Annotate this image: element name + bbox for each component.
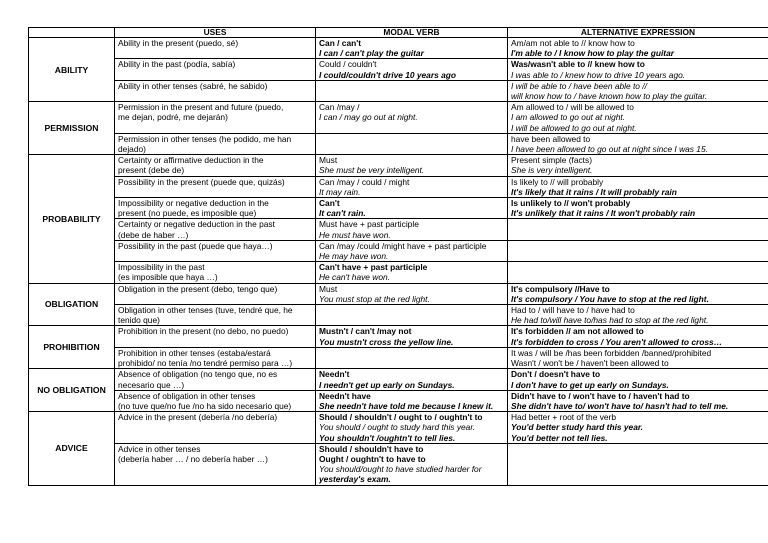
uses-cell <box>115 240 316 261</box>
modal-verb-cell <box>316 262 508 283</box>
alternative-expression-cell-line: Wasn't / won't be / haven't been allowed to <box>511 358 669 369</box>
alternative-expression-cell-line: He had to/will have to/has had to stop at the red light. <box>511 315 709 326</box>
alternative-expression-cell-line: Present simple (facts) <box>511 155 592 166</box>
uses-cell <box>115 326 316 347</box>
modal-verb-cell-line: She needn't have told me because I knew it. <box>319 400 494 411</box>
modal-verb-cell-line: You must stop at the red light. <box>319 293 430 304</box>
table-row <box>29 240 768 261</box>
table-row <box>29 412 768 444</box>
modal-verb-cell-line: Must <box>319 155 338 166</box>
modal-verb-cell-line: You shouldn't /oughtn't to tell lies. <box>319 432 456 443</box>
alternative-expression-cell <box>508 347 768 368</box>
alternative-expression-cell-line: Was/wasn't able to // knew how to <box>511 59 645 70</box>
modal-verb-cell-line: Can / can't <box>319 38 362 48</box>
uses-cell <box>115 102 316 134</box>
uses-cell-line: Obligation in other tenses (tuve, tendré que, he <box>118 305 293 316</box>
category-obligation: OBLIGATION <box>29 283 115 326</box>
table-row <box>29 390 768 411</box>
modal-verb-cell <box>316 305 508 326</box>
uses-cell-line: Possibility in the present (puede que, quizás) <box>118 176 285 187</box>
alternative-expression-cell-line: It's forbidden to cross / You aren't allowed to cross… <box>511 336 723 347</box>
alternative-expression-cell <box>508 283 768 304</box>
alternative-expression-cell <box>508 176 768 197</box>
table-row <box>29 369 768 390</box>
table-row <box>29 347 768 368</box>
uses-cell-line: prohibido/ no tenía /no tendré permiso para …) <box>118 358 293 369</box>
modal-verb-cell-line: I needn't get up early on Sundays. <box>319 379 455 390</box>
uses-cell-line: present (no puede, es imposible que) <box>118 208 257 219</box>
modal-verb-cell-line: Can /may /could /might have + past participle <box>319 240 487 251</box>
header-alternative-expression: ALTERNATIVE EXPRESSION <box>508 28 768 38</box>
alternative-expression-cell-line: will know how to / have known how to play the guitar. <box>511 91 708 102</box>
modal-verb-cell-line: Should / shouldn't have to <box>319 443 424 454</box>
alternative-expression-cell <box>508 305 768 326</box>
category-no-obligation: NO OBLIGATION <box>29 369 115 412</box>
alternative-expression-cell-line: It's forbidden // am not allowed to <box>511 326 644 337</box>
modal-verb-cell-line: Should / shouldn't / ought to / oughtn't to <box>319 412 483 423</box>
alternative-expression-cell-line: You'd better study hard this year. <box>511 422 643 433</box>
table-row <box>29 176 768 197</box>
modal-verb-cell-line: I could/couldn't drive 10 years ago <box>319 69 456 80</box>
alternative-expression-cell-line: I will be able to / have been able to // <box>511 80 647 91</box>
table-row <box>29 59 768 80</box>
modal-verb-cell-line: He may have won. <box>319 251 389 262</box>
table-row <box>29 155 768 176</box>
modal-verb-cell-line: Must have + past participle <box>319 219 419 230</box>
modal-verb-cell <box>316 347 508 368</box>
alternative-expression-cell-line: Had better + root of the verb <box>511 412 616 423</box>
alternative-expression-cell-line: Don't / doesn't have to <box>511 369 601 380</box>
category-probability: PROBABILITY <box>29 155 115 283</box>
modal-verb-cell-line: Ought / oughtn't to have to <box>319 453 426 464</box>
uses-cell-line: Impossibility in the past <box>118 262 205 273</box>
modal-verb-cell <box>316 38 508 59</box>
alternative-expression-cell <box>508 59 768 80</box>
modal-verb-cell-line: It may rain. <box>319 186 361 197</box>
alternative-expression-cell <box>508 262 768 283</box>
uses-cell-line: (debe de haber …) <box>118 229 189 240</box>
header-modal-verb: MODAL VERB <box>316 28 508 38</box>
uses-cell <box>115 133 316 154</box>
modal-verb-cell-line: Can /may / <box>319 102 360 113</box>
uses-cell-line: Certainty or affirmative deduction in the <box>118 155 264 166</box>
uses-cell-line: Advice in the present (debería /no debería) <box>118 412 278 423</box>
modal-verb-cell-line: Mustn't / can't /may not <box>319 326 412 337</box>
modal-verb-cell-line: Needn't have <box>319 390 371 401</box>
alternative-expression-cell-line: have been allowed to <box>511 133 591 144</box>
alternative-expression-cell-line: It's unlikely that it rains / It won't probably rain <box>511 208 696 219</box>
alternative-expression-cell-line: Is likely to // will probably <box>511 176 604 187</box>
alternative-expression-cell <box>508 198 768 219</box>
modal-verb-cell <box>316 80 508 101</box>
uses-cell-line: (debería haber … / no debería haber …) <box>118 453 268 464</box>
uses-cell-line: Possibility in the past (puede que haya…) <box>118 240 273 251</box>
uses-cell <box>115 262 316 283</box>
modal-verb-cell <box>316 326 508 347</box>
alternative-expression-cell-line: Didn't have to / won't have to / haven't had to <box>511 390 690 401</box>
alternative-expression-cell-line: I am allowed to go out at night. <box>511 112 626 123</box>
uses-cell <box>115 369 316 390</box>
uses-cell <box>115 59 316 80</box>
uses-cell-line: Prohibition in the present (no debo, no puedo) <box>118 326 289 337</box>
uses-cell-line: Impossibility or negative deduction in the <box>118 198 269 209</box>
alternative-expression-cell-line: I have been allowed to go out at night since I was 15. <box>511 144 708 155</box>
alternative-expression-cell-line: Am/am not able to // know how to <box>511 38 635 48</box>
table-row <box>29 198 768 219</box>
uses-cell <box>115 80 316 101</box>
modal-verb-cell-line: Needn't <box>319 369 350 380</box>
modal-verb-cell <box>316 198 508 219</box>
alternative-expression-cell-line: I don't have to get up early on Sundays. <box>511 379 669 390</box>
modal-verb-cell-line: He can't have won. <box>319 272 390 283</box>
alternative-expression-cell <box>508 38 768 59</box>
modal-verb-cell <box>316 412 508 444</box>
modal-verb-cell <box>316 133 508 154</box>
uses-cell-line: Advice in other tenses <box>118 443 201 454</box>
modal-verb-cell-line: You should/ought to have studied harder for <box>319 464 482 475</box>
alternative-expression-cell-line: Is unlikely to // won't probably <box>511 198 631 209</box>
uses-cell-line: me dejan, podré, me dejarán) <box>118 112 228 123</box>
modal-verb-cell-line: It can't rain. <box>319 208 366 219</box>
uses-cell-line: present (debe de) <box>118 165 185 176</box>
alternative-expression-cell <box>508 390 768 411</box>
header-row <box>29 28 768 38</box>
alternative-expression-cell-line: It's likely that it rains / It will probably rain <box>511 186 677 197</box>
alternative-expression-cell-line: It's compulsory / You have to stop at the red light. <box>511 293 709 304</box>
uses-cell-line: Certainty or negative deduction in the past <box>118 219 275 230</box>
alternative-expression-cell <box>508 155 768 176</box>
alternative-expression-cell-line: Am allowed to / will be allowed to <box>511 102 634 113</box>
table-row <box>29 326 768 347</box>
uses-cell-line: Ability in the past (podía, sabía) <box>118 59 236 70</box>
modal-verb-cell-line: She must be very intelligent. <box>319 165 425 176</box>
alternative-expression-cell <box>508 102 768 134</box>
table-row <box>29 283 768 304</box>
uses-cell <box>115 412 316 444</box>
category-ability: ABILITY <box>29 38 115 102</box>
modal-verb-cell-line: I can / may go out at night. <box>319 112 418 123</box>
modal-verbs-table <box>28 27 768 486</box>
category-advice: ADVICE <box>29 412 115 485</box>
alternative-expression-cell <box>508 326 768 347</box>
alternative-expression-cell <box>508 219 768 240</box>
category-permission: PERMISSION <box>29 102 115 155</box>
uses-cell-line: (es imposible que haya …) <box>118 272 218 283</box>
modal-verb-cell <box>316 283 508 304</box>
alternative-expression-cell <box>508 80 768 101</box>
modal-verb-cell-line: Can /may / could / might <box>319 176 410 187</box>
modal-verb-cell <box>316 155 508 176</box>
uses-cell-line: tenido que) <box>118 315 160 326</box>
table-row <box>29 262 768 283</box>
header-uses: USES <box>115 28 316 38</box>
alternative-expression-cell-line: It's compulsory //Have to <box>511 283 610 294</box>
uses-cell-line: Ability in the present (puedo, sé) <box>118 38 239 48</box>
alternative-expression-cell-line: It was / will be /has been forbidden /banned/prohibited <box>511 347 712 358</box>
modal-verb-cell-line: You should / ought to study hard this year. <box>319 422 476 433</box>
modal-verb-cell <box>316 176 508 197</box>
modal-verb-cell-line: Can't have + past participle <box>319 262 428 273</box>
uses-cell <box>115 219 316 240</box>
table-row <box>29 305 768 326</box>
uses-cell-line: (no tuve que/no fue /no ha sido necesario que) <box>118 400 292 411</box>
table-row <box>29 80 768 101</box>
modal-verb-cell <box>316 102 508 134</box>
uses-cell <box>115 347 316 368</box>
uses-cell-line: Permission in other tenses (he podido, me han <box>118 133 292 144</box>
uses-cell-line: Obligation in the present (debo, tengo que) <box>118 283 278 294</box>
uses-cell <box>115 305 316 326</box>
uses-cell <box>115 155 316 176</box>
modal-verb-cell-line: He must have won. <box>319 229 391 240</box>
modal-verb-cell-line: Can't <box>319 198 340 209</box>
alternative-expression-cell-line: I'm able to / I know how to play the guitar <box>511 48 674 59</box>
modal-verb-cell <box>316 219 508 240</box>
uses-cell <box>115 443 316 485</box>
uses-cell-line: Prohibition in other tenses (estaba/estará <box>118 347 271 358</box>
header-category <box>29 28 115 38</box>
alternative-expression-cell <box>508 240 768 261</box>
uses-cell-line: Absence of obligation (no tengo que, no es <box>118 369 278 380</box>
uses-cell-line: Permission in the present and future (puedo, <box>118 102 284 113</box>
modal-verb-cell-line: Must <box>319 283 338 294</box>
uses-cell-line: necesario que …) <box>118 379 185 390</box>
alternative-expression-cell <box>508 443 768 485</box>
uses-cell <box>115 198 316 219</box>
uses-cell <box>115 176 316 197</box>
modal-verb-cell-line: You mustn't cross the yellow line. <box>319 336 454 347</box>
uses-cell-line: dejado) <box>118 144 146 155</box>
category-prohibition: PROHIBITION <box>29 326 115 369</box>
alternative-expression-cell <box>508 412 768 444</box>
modal-verb-cell <box>316 390 508 411</box>
modal-verb-cell-line: I can / can't play the guitar <box>319 48 424 59</box>
uses-cell <box>115 38 316 59</box>
alternative-expression-cell-line: She is very intelligent. <box>511 165 593 176</box>
modal-verb-cell <box>316 59 508 80</box>
alternative-expression-cell <box>508 133 768 154</box>
modal-verb-cell <box>316 369 508 390</box>
modal-verb-cell <box>316 443 508 485</box>
alternative-expression-cell-line: She didn't have to/ won't have to/ hasn't had to tell me. <box>511 400 729 411</box>
modal-verb-cell-line: Could / couldn't <box>319 59 377 70</box>
modal-verb-cell <box>316 240 508 261</box>
alternative-expression-cell-line: Had to / will have to / have had to <box>511 305 635 316</box>
uses-cell-line: Absence of obligation in other tenses <box>118 390 256 401</box>
uses-cell <box>115 283 316 304</box>
table-row <box>29 38 768 59</box>
uses-cell <box>115 390 316 411</box>
table-row <box>29 443 768 485</box>
uses-cell-line: Ability in other tenses (sabré, he sabido) <box>118 80 268 91</box>
modal-verb-cell-line: yesterday's exam. <box>319 474 391 485</box>
table-row <box>29 102 768 134</box>
alternative-expression-cell-line: You'd better not tell lies. <box>511 432 608 443</box>
alternative-expression-cell-line: I was able to / knew how to drive 10 years ago. <box>511 69 686 80</box>
table-row <box>29 219 768 240</box>
table-row <box>29 133 768 154</box>
alternative-expression-cell-line: I will be allowed to go out at night. <box>511 122 637 133</box>
alternative-expression-cell <box>508 369 768 390</box>
